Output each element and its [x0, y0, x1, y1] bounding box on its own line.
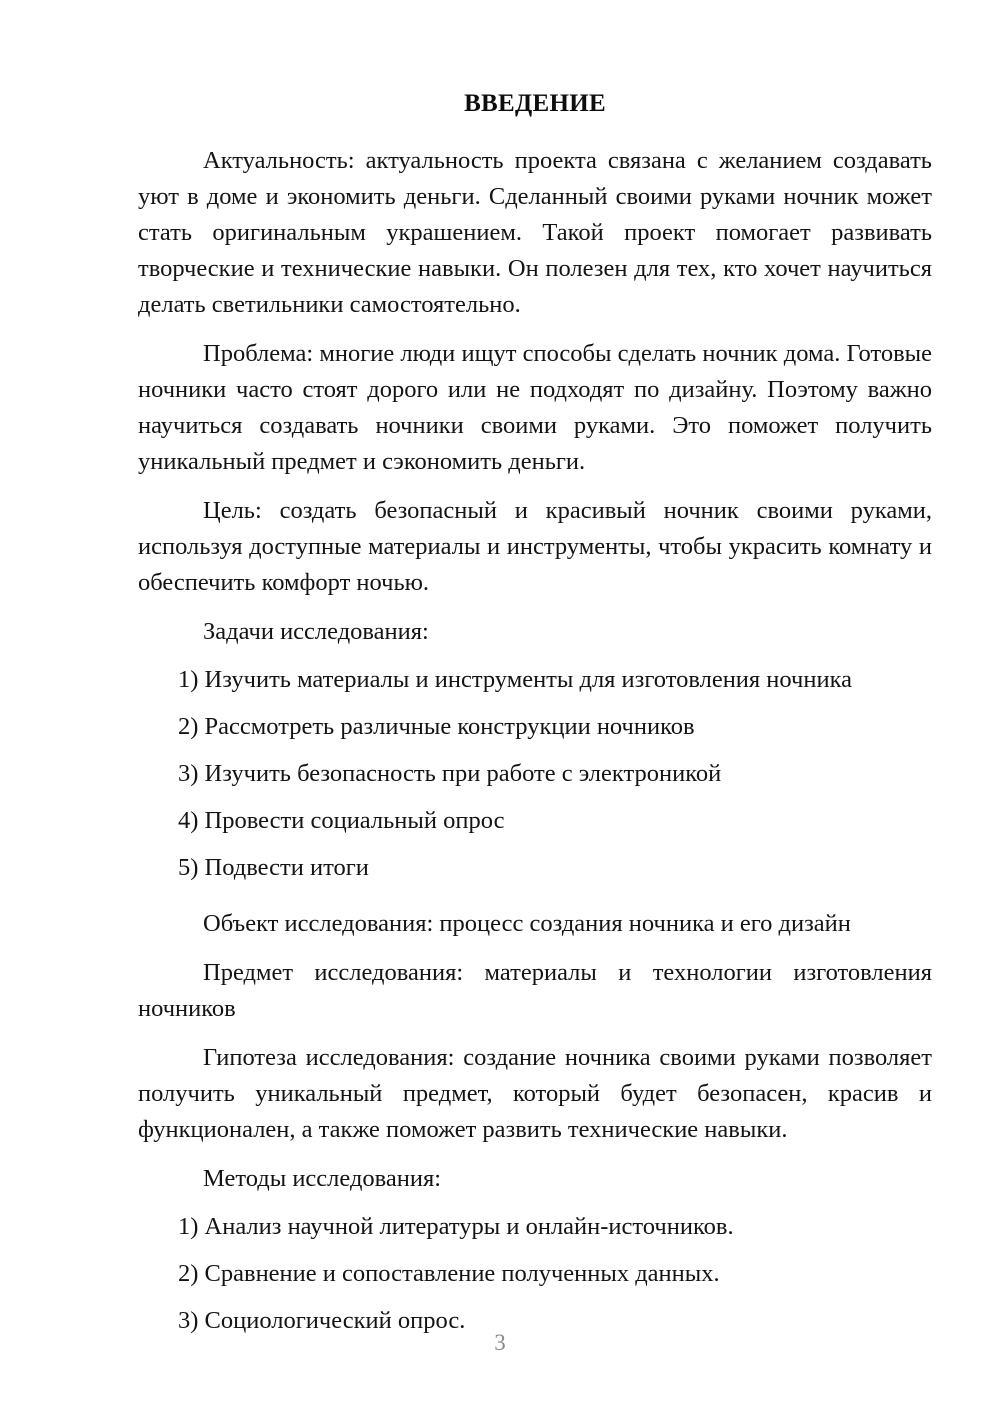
- list-item: 1) Изучить материалы и инструменты для изготовления ночника: [178, 666, 852, 694]
- paragraph-problem: Проблема: многие люди ищут способы сделать ночник дома. Готовые ночники часто стоят дорого или не подходят по дизайну. Поэтому важно научиться создавать ночники своими руками. Это поможет получить уникальный предмет и сэкономить деньги.: [138, 340, 932, 476]
- paragraph-object: Объект исследования: процесс создания ночника и его дизайн: [203, 910, 851, 938]
- list-item: 3) Изучить безопасность при работе с электроникой: [178, 760, 722, 788]
- list-item: 5) Подвести итоги: [178, 854, 369, 882]
- paragraph-hypothesis: Гипотеза исследования: создание ночника своими руками позволяет получить уникальный предмет, который будет безопасен, красив и функционален, а также поможет развить технические навыки.: [138, 1044, 932, 1144]
- list-item: 4) Провести социальный опрос: [178, 807, 505, 835]
- paragraph-goal: Цель: создать безопасный и красивый ночник своими руками, используя доступные материалы и инструменты, чтобы украсить комнату и обеспечить комфорт ночью.: [138, 497, 932, 597]
- page-number: 3: [494, 1330, 506, 1355]
- page-title: ВВЕДЕНИЕ: [464, 90, 606, 117]
- methods-list: [138, 1209, 932, 1339]
- list-item: 2) Сравнение и сопоставление полученных данных.: [178, 1260, 720, 1288]
- tasks-list: [138, 662, 932, 886]
- tasks-heading: Задачи исследования:: [203, 618, 429, 646]
- paragraph-subject: Предмет исследования: материалы и технологии изготовления ночников: [138, 959, 932, 1023]
- spacer: [138, 898, 932, 906]
- page-content: [138, 88, 932, 1351]
- list-item: 2) Рассмотреть различные конструкции ночников: [178, 713, 695, 741]
- list-item: 1) Анализ научной литературы и онлайн-источников.: [178, 1213, 734, 1241]
- methods-heading: Методы исследования:: [203, 1165, 442, 1193]
- paragraph-relevance: Актуальность: актуальность проекта связана с желанием создавать уют в доме и экономить деньги. Сделанный своими руками ночник может стать оригинальным украшением. Такой проект помогает развивать творческие и технические навыки. Он полезен для тех, кто хочет научиться делать светильники самостоятельно.: [138, 147, 932, 319]
- list-item: 3) Социологический опрос.: [178, 1307, 466, 1335]
